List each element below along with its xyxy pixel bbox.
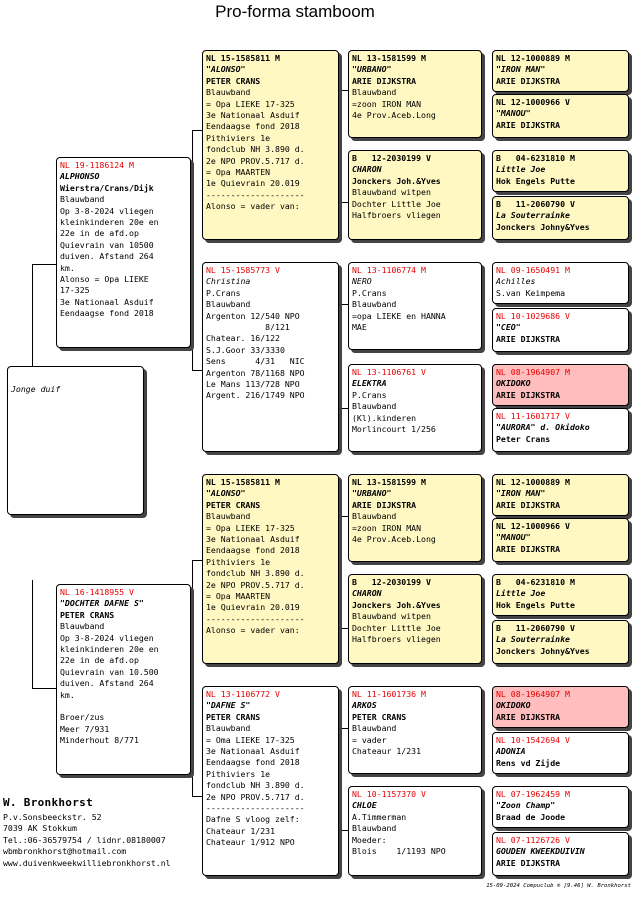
g4-box[interactable] bbox=[492, 686, 629, 728]
info-line: = Opa MAARTEN bbox=[206, 591, 271, 602]
connector bbox=[340, 90, 348, 91]
ring-number: NL 12-1000966 V bbox=[496, 97, 570, 107]
ring-number: B 04-6231810 M bbox=[496, 153, 575, 163]
info-line: = vader bbox=[352, 734, 387, 745]
connector bbox=[340, 516, 341, 628]
owner: ARIE DIJKSTRA bbox=[352, 499, 417, 510]
g4-box[interactable] bbox=[492, 832, 629, 876]
ring-number: B 11-2060790 V bbox=[496, 199, 575, 209]
info-line: Blauwband witpen bbox=[352, 611, 431, 622]
info-line: Meer 7/931 bbox=[60, 723, 110, 734]
g4-box[interactable] bbox=[492, 620, 629, 664]
subject-label: Jonge duif bbox=[11, 384, 61, 394]
connector bbox=[32, 688, 56, 689]
pigeon-name: "URBANO" bbox=[352, 64, 392, 75]
owner: PETER CRANS bbox=[206, 75, 261, 86]
owner: ARIE DIJKSTRA bbox=[496, 389, 561, 400]
owner: Jonckers Johny&Yves bbox=[496, 645, 590, 656]
great-grandparent-box[interactable] bbox=[348, 574, 482, 664]
great-grandparent-box[interactable] bbox=[348, 686, 482, 774]
info-line: 1e Quievrain 20.019 bbox=[206, 178, 300, 189]
owner: S.van Keimpema bbox=[496, 287, 566, 298]
owner: Peter Crans bbox=[496, 433, 551, 444]
granddam-sire-box[interactable] bbox=[202, 474, 339, 664]
ring-number: NL 08-1964907 M bbox=[496, 367, 570, 377]
ring-number: NL 11-1601717 V bbox=[496, 411, 570, 421]
info-line: Blauwband bbox=[206, 723, 251, 734]
connector bbox=[192, 130, 193, 370]
pigeon-name: La Souterrainke bbox=[496, 210, 570, 221]
ring-number: B 04-6231810 M bbox=[496, 577, 575, 587]
info-line: Op 3-8-2024 vliegen bbox=[60, 205, 154, 216]
g4-box[interactable] bbox=[492, 474, 629, 516]
pigeon-name: OKIDOKO bbox=[496, 378, 531, 389]
ring-number: NL 07-1126726 V bbox=[496, 835, 570, 845]
info-line: Chateaur 1/912 NPO bbox=[206, 837, 295, 848]
breeder-city: 7039 AK Stokkum bbox=[3, 823, 77, 834]
breeder-name: W. Bronkhorst bbox=[3, 796, 93, 809]
connector bbox=[192, 560, 202, 561]
pigeon-name: "DOCHTER DAFNE S" bbox=[60, 598, 144, 609]
page-title: Pro-forma stamboom bbox=[215, 2, 375, 21]
owner: ARIE DIJKSTRA bbox=[496, 857, 561, 868]
pigeon-name: "IRON MAN" bbox=[496, 64, 546, 75]
breeder-address: P.v.Sonsbeeckstr. 52 bbox=[3, 811, 102, 822]
great-grandparent-box[interactable] bbox=[348, 786, 482, 876]
info-line: Pithiviers 1e bbox=[206, 132, 271, 143]
info-line: 4e Prov.Aceb.Long bbox=[352, 110, 436, 121]
owner: Braad de Joode bbox=[496, 811, 566, 822]
info-line: 3e Nationaal Asduif bbox=[206, 110, 300, 121]
connector bbox=[340, 408, 348, 409]
pigeon-name: Little Joe bbox=[496, 164, 546, 175]
ring-number: NL 19-1186124 M bbox=[60, 160, 134, 170]
owner: PETER CRANS bbox=[352, 711, 407, 722]
great-grandparent-box[interactable] bbox=[348, 262, 482, 350]
pigeon-name: ELEKTRA bbox=[352, 378, 387, 389]
pigeon-name: ARKOS bbox=[352, 700, 377, 711]
owner: P.Crans bbox=[206, 287, 241, 298]
info-line: = Opa LIEKE 17-325 bbox=[206, 522, 295, 533]
g4-box[interactable] bbox=[492, 364, 629, 406]
ring-number: NL 13-1581599 M bbox=[352, 477, 426, 487]
g4-box[interactable] bbox=[492, 50, 629, 92]
info-line: Eendaagse fond 2018 bbox=[206, 121, 300, 132]
breeder-info bbox=[3, 797, 171, 870]
info-line: MAE bbox=[352, 322, 367, 333]
info-line: fondclub NH 3.890 d. bbox=[206, 780, 305, 791]
pigeon-name: CHARON bbox=[352, 164, 382, 175]
info-line: Blauwband bbox=[352, 823, 397, 834]
connector bbox=[340, 728, 348, 729]
subject-box[interactable] bbox=[7, 366, 144, 515]
info-line: km. bbox=[60, 689, 75, 700]
connector bbox=[192, 130, 202, 131]
connector bbox=[340, 516, 348, 517]
breeder-email[interactable]: wbmbronkhorst@hotmail.com bbox=[3, 846, 127, 857]
info-line: -------------------- bbox=[206, 189, 305, 200]
info-line: Le Mans 113/728 NPO bbox=[206, 379, 300, 390]
info-line: -------------------- bbox=[206, 613, 305, 624]
owner: ARIE DIJKSTRA bbox=[496, 543, 561, 554]
footer-text: 15-09-2024 Compuclub ® [9.46] W. Bronkhorst bbox=[486, 883, 631, 889]
info-line: 2e NPO PROV.5.717 d. bbox=[206, 791, 305, 802]
info-line: Chateaur 1/231 bbox=[352, 746, 422, 757]
info-line: Blauwband bbox=[352, 723, 397, 734]
info-line: Argent. 216/1749 NPO bbox=[206, 390, 305, 401]
pigeon-name: "CEO" bbox=[496, 322, 521, 333]
g4-box[interactable] bbox=[492, 262, 629, 304]
info-line: Sens 4/31 NIC bbox=[206, 356, 305, 367]
g4-box[interactable] bbox=[492, 150, 629, 192]
great-grandparent-box[interactable] bbox=[348, 364, 482, 452]
info-line: =opa LIEKE en HANNA bbox=[352, 310, 446, 321]
owner: Hok Engels Putte bbox=[496, 175, 575, 186]
pigeon-name: ADONIA bbox=[496, 746, 526, 757]
g4-box[interactable] bbox=[492, 196, 629, 240]
owner: PETER CRANS bbox=[206, 499, 261, 510]
info-line: 17-325 bbox=[60, 285, 90, 296]
info-line: 22e in de afd.op bbox=[60, 655, 139, 666]
info-line: Alonso = vader van: bbox=[206, 625, 300, 636]
pigeon-name: CHARON bbox=[352, 588, 382, 599]
g4-box[interactable] bbox=[492, 308, 629, 352]
info-line: Blauwband bbox=[206, 299, 251, 310]
pigeon-name: "Zoon Champ" bbox=[496, 800, 556, 811]
info-line: Blauwband bbox=[60, 621, 105, 632]
sire-box[interactable] bbox=[56, 157, 191, 348]
owner: Hok Engels Putte bbox=[496, 599, 575, 610]
info-line: Eendaagse fond 2018 bbox=[206, 545, 300, 556]
connector bbox=[340, 830, 348, 831]
info-line: Blois 1/1193 NPO bbox=[352, 846, 446, 857]
info-line: Blauwband bbox=[352, 511, 397, 522]
connector bbox=[340, 728, 341, 830]
g4-box[interactable] bbox=[492, 94, 629, 138]
owner: P.Crans bbox=[352, 287, 387, 298]
pigeon-name: Christina bbox=[206, 276, 251, 287]
connector bbox=[32, 264, 33, 367]
pigeon-name: "MANOU" bbox=[496, 108, 531, 119]
info-line: Dochter Little Joe bbox=[352, 198, 441, 209]
g4-box[interactable] bbox=[492, 732, 629, 774]
owner: Jonckers Joh.&Yves bbox=[352, 599, 441, 610]
info-line: Halfbroers vliegen bbox=[352, 634, 441, 645]
pigeon-name: GOUDEN KWEEKDUIVIN bbox=[496, 846, 585, 857]
ring-number: NL 10-1029686 V bbox=[496, 311, 570, 321]
owner: ARIE DIJKSTRA bbox=[496, 119, 561, 130]
owner: Jonckers Johny&Yves bbox=[496, 221, 590, 232]
dam-box[interactable] bbox=[56, 584, 191, 775]
ring-number: NL 13-1106774 M bbox=[352, 265, 426, 275]
info-line: Blauwband bbox=[352, 87, 397, 98]
pigeon-name: "AURORA" d. Okidoko bbox=[496, 422, 590, 433]
info-line: kleinkinderen 20e en bbox=[60, 217, 159, 228]
owner: ARIE DIJKSTRA bbox=[496, 333, 561, 344]
pigeon-name: OKIDOKO bbox=[496, 700, 531, 711]
info-line: Eendaagse fond 2018 bbox=[60, 308, 154, 319]
g4-box[interactable] bbox=[492, 408, 629, 452]
pigeon-name: "ALONSO" bbox=[206, 488, 246, 499]
ring-number: NL 12-1000889 M bbox=[496, 477, 570, 487]
pigeon-name: La Souterrainke bbox=[496, 634, 570, 645]
owner: P.Crans bbox=[352, 389, 387, 400]
info-line: Quievrain van 10.500 bbox=[60, 666, 159, 677]
ring-number: B 12-2030199 V bbox=[352, 577, 431, 587]
ring-number: NL 09-1650491 M bbox=[496, 265, 570, 275]
ring-number: NL 07-1962459 M bbox=[496, 789, 570, 799]
info-line bbox=[60, 701, 187, 712]
info-line: Blauwband bbox=[206, 87, 251, 98]
owner: Jonckers Joh.&Yves bbox=[352, 175, 441, 186]
pigeon-name: Little Joe bbox=[496, 588, 546, 599]
connector bbox=[192, 796, 202, 797]
connector bbox=[340, 628, 348, 629]
ring-number: NL 12-1000966 V bbox=[496, 521, 570, 531]
info-line: duiven. Afstand 264 bbox=[60, 678, 154, 689]
owner: Rens vd Zijde bbox=[496, 757, 561, 768]
info-line: fondclub NH 3.890 d. bbox=[206, 568, 305, 579]
owner: ARIE DIJKSTRA bbox=[352, 75, 417, 86]
info-line: Argenton 12/540 NPO bbox=[206, 310, 300, 321]
pigeon-name: "MANOU" bbox=[496, 532, 531, 543]
info-line: 8/121 bbox=[206, 322, 290, 333]
info-line: 2e NPO PROV.5.717 d. bbox=[206, 155, 305, 166]
breeder-phone: Tel.:06-36579754 / lidnr.08180007 bbox=[3, 834, 166, 845]
info-line: Chatear. 16/122 bbox=[206, 333, 280, 344]
info-line: S.J.Goor 33/3330 bbox=[206, 344, 285, 355]
ring-number: NL 15-1585811 M bbox=[206, 477, 280, 487]
info-line: Blauwband bbox=[60, 194, 105, 205]
great-grandparent-box[interactable] bbox=[348, 150, 482, 240]
info-line: kleinkinderen 20e en bbox=[60, 644, 159, 655]
info-line: = Opa MAARTEN bbox=[206, 167, 271, 178]
pigeon-name: "DAFNE S" bbox=[206, 700, 251, 711]
ring-number: NL 08-1964907 M bbox=[496, 689, 570, 699]
info-line: Chateaur 1/231 bbox=[206, 825, 276, 836]
info-line: Blauwband witpen bbox=[352, 187, 431, 198]
info-line: Blauwband bbox=[352, 299, 397, 310]
pigeon-name: NERO bbox=[352, 276, 372, 287]
info-line: duiven. Afstand 264 bbox=[60, 251, 154, 262]
info-line: Pithiviers 1e bbox=[206, 768, 271, 779]
ring-number: B 12-2030199 V bbox=[352, 153, 431, 163]
info-line: = Oma LIEKE 17-325 bbox=[206, 734, 295, 745]
great-grandparent-box[interactable] bbox=[348, 50, 482, 138]
owner: PETER CRANS bbox=[60, 609, 115, 620]
ring-number: NL 13-1106772 V bbox=[206, 689, 280, 699]
connector bbox=[192, 560, 193, 796]
ring-number: NL 15-1585811 M bbox=[206, 53, 280, 63]
info-line: Eendaagse fond 2018 bbox=[206, 757, 300, 768]
connector bbox=[340, 304, 341, 408]
grandsire-dam-box[interactable] bbox=[202, 262, 339, 452]
g4-box[interactable] bbox=[492, 786, 629, 828]
connector bbox=[340, 202, 348, 203]
owner: Wierstra/Crans/Dijk bbox=[60, 182, 154, 193]
pigeon-name: CHLOE bbox=[352, 800, 377, 811]
ring-number: NL 10-1542694 V bbox=[496, 735, 570, 745]
info-line: 3e Nationaal Asduif bbox=[206, 534, 300, 545]
breeder-website[interactable]: www.duivenkweekwilliebronkhorst.nl bbox=[3, 857, 171, 868]
info-line: Alonso = Opa LIEKE bbox=[60, 274, 149, 285]
info-line: Quievrain van 10500 bbox=[60, 239, 154, 250]
connector bbox=[340, 304, 348, 305]
info-line: Minderhout 8/771 bbox=[60, 735, 139, 746]
info-line: Dafne S vloog zelf: bbox=[206, 814, 300, 825]
info-line: Blauwband bbox=[206, 511, 251, 522]
ring-number: NL 11-1601736 M bbox=[352, 689, 426, 699]
info-line: (Kl).kinderen bbox=[352, 412, 417, 423]
info-line: =zoon IRON MAN bbox=[352, 522, 422, 533]
pigeon-name: ALPHONSO bbox=[60, 171, 100, 182]
info-line: Dochter Little Joe bbox=[352, 622, 441, 633]
info-line: 4e Prov.Aceb.Long bbox=[352, 534, 436, 545]
info-line: fondclub NH 3.890 d. bbox=[206, 144, 305, 155]
info-line: km. bbox=[60, 262, 75, 273]
ring-number: NL 12-1000889 M bbox=[496, 53, 570, 63]
info-line: = Opa LIEKE 17-325 bbox=[206, 98, 295, 109]
g4-box[interactable] bbox=[492, 518, 629, 562]
ring-number: NL 13-1106761 V bbox=[352, 367, 426, 377]
info-line: Pithiviers 1e bbox=[206, 556, 271, 567]
info-line: -------------------- bbox=[206, 803, 305, 814]
info-line: Blauwband bbox=[352, 401, 397, 412]
granddam-dam-box[interactable] bbox=[202, 686, 339, 876]
info-line: Alonso = vader van: bbox=[206, 201, 300, 212]
info-line: 3e Nationaal Asduif bbox=[206, 746, 300, 757]
ring-number: NL 16-1418955 V bbox=[60, 587, 134, 597]
info-line: 2e NPO PROV.5.717 d. bbox=[206, 579, 305, 590]
connector bbox=[32, 264, 56, 265]
pigeon-name: "ALONSO" bbox=[206, 64, 246, 75]
info-line: =zoon IRON MAN bbox=[352, 98, 422, 109]
great-grandparent-box[interactable] bbox=[348, 474, 482, 562]
info-line: Op 3-8-2024 vliegen bbox=[60, 632, 154, 643]
owner: A.Timmerman bbox=[352, 811, 407, 822]
info-line: Morlincourt 1/256 bbox=[352, 424, 436, 435]
connector bbox=[32, 580, 33, 688]
info-line: 3e Nationaal Asduif bbox=[60, 296, 154, 307]
pigeon-name: "IRON MAN" bbox=[496, 488, 546, 499]
owner: ARIE DIJKSTRA bbox=[496, 75, 561, 86]
info-line: Argenton 78/1168 NPO bbox=[206, 367, 305, 378]
connector bbox=[340, 90, 341, 202]
info-line: 1e Quievrain 20.019 bbox=[206, 602, 300, 613]
ring-number: NL 10-1157370 V bbox=[352, 789, 426, 799]
ring-number: NL 15-1585773 V bbox=[206, 265, 280, 275]
info-line: 22e in de afd.op bbox=[60, 228, 139, 239]
pigeon-name: "URBANO" bbox=[352, 488, 392, 499]
pigeon-name: Achilles bbox=[496, 276, 536, 287]
grandsire-sire-box[interactable] bbox=[202, 50, 339, 240]
info-line: Broer/zus bbox=[60, 712, 105, 723]
connector bbox=[192, 370, 202, 371]
info-line: Halfbroers vliegen bbox=[352, 210, 441, 221]
info-line: Moeder: bbox=[352, 834, 387, 845]
owner: ARIE DIJKSTRA bbox=[496, 499, 561, 510]
g4-box[interactable] bbox=[492, 574, 629, 616]
owner: ARIE DIJKSTRA bbox=[496, 711, 561, 722]
ring-number: NL 13-1581599 M bbox=[352, 53, 426, 63]
owner: PETER CRANS bbox=[206, 711, 261, 722]
ring-number: B 11-2060790 V bbox=[496, 623, 575, 633]
